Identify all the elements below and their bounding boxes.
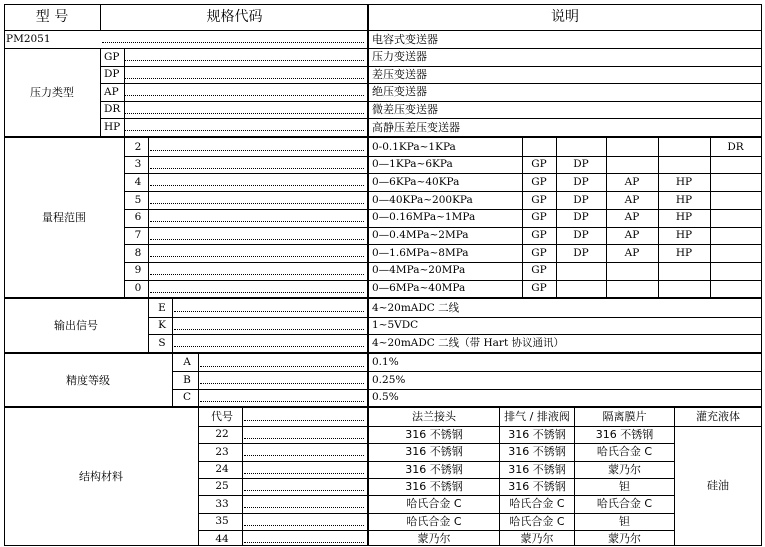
- grid-line: [125, 191, 762, 192]
- material-diaphragm: 钽: [619, 480, 630, 494]
- leader-dots: [150, 168, 364, 169]
- range-type: GP: [531, 175, 547, 188]
- material-code: 23: [215, 445, 229, 458]
- grid-line: [199, 443, 675, 444]
- material-vent: 316 不锈钢: [508, 462, 566, 476]
- material-code: 35: [215, 515, 229, 528]
- range-type: GP: [531, 282, 547, 295]
- leader-dots: [200, 401, 364, 402]
- grid-line: [674, 408, 675, 546]
- grid-line: [198, 354, 199, 408]
- pressure-type-description: 高静压差压变送器: [372, 120, 460, 134]
- leader-dots: [125, 113, 364, 114]
- output-description: 4~20mADC 二线（带 Hart 协议通讯）: [372, 336, 564, 349]
- range-type: [710, 227, 761, 245]
- leader-dots: [200, 383, 364, 384]
- grid-line: [556, 138, 557, 298]
- leader-dots: [125, 78, 364, 79]
- leader-dots: [150, 274, 364, 275]
- grid-line: [658, 138, 659, 298]
- leader-dots: [244, 473, 364, 474]
- material-vent: 316 不锈钢: [508, 445, 566, 459]
- material-flange: 316 不锈钢: [405, 445, 463, 459]
- grid-line: [149, 317, 762, 318]
- material-diaphragm: 哈氏合金 C: [596, 497, 653, 511]
- grid-line: [101, 83, 762, 84]
- range-type: [710, 173, 761, 191]
- material-code: 24: [215, 462, 229, 475]
- leader-dots: [125, 130, 364, 131]
- header-description: 说明: [551, 9, 579, 25]
- grid-line: [124, 48, 125, 137]
- range-type: GP: [531, 193, 547, 206]
- leader-dots: [125, 95, 364, 96]
- range-type: DR: [727, 140, 744, 153]
- material-code-header: 代号: [211, 410, 233, 424]
- material-diaphragm: 蒙乃尔: [608, 462, 641, 476]
- pressure-type-code: HP: [104, 120, 121, 133]
- range-code: 0: [134, 282, 142, 295]
- leader-dots: [150, 150, 364, 151]
- leader-dots: [174, 346, 364, 347]
- grid-line: [148, 299, 149, 353]
- range-type: [710, 191, 761, 209]
- range-type: [606, 262, 658, 280]
- material-column-header: 隔离膜片: [602, 410, 647, 424]
- range-type: DP: [573, 175, 589, 188]
- pressure-type-description: 绝压变送器: [372, 85, 427, 99]
- range-code: 3: [134, 158, 142, 171]
- material-diaphragm: 316 不锈钢: [595, 427, 654, 441]
- range-type: DP: [573, 229, 589, 242]
- leader-dots: [174, 311, 364, 312]
- material-code: 33: [215, 497, 229, 510]
- range-type: HP: [675, 246, 693, 259]
- accuracy-label: 精度等级: [66, 373, 110, 387]
- range-description: 0—4MPa~20MPa: [372, 264, 466, 277]
- grid-line: [124, 138, 125, 298]
- range-type: [556, 262, 606, 280]
- range-type: GP: [531, 211, 547, 224]
- leader-dots: [244, 507, 364, 508]
- grid-line: [173, 389, 762, 390]
- material-flange: 哈氏合金 C: [406, 497, 462, 511]
- material-vent: 哈氏合金 C: [509, 497, 565, 511]
- leader-dots: [150, 185, 364, 186]
- material-diaphragm: 钽: [619, 514, 630, 528]
- range-type: [556, 138, 606, 156]
- pressure-type-code: DR: [104, 103, 121, 116]
- output-code: K: [158, 319, 166, 332]
- range-type: [606, 138, 658, 156]
- pressure-type-description: 差压变送器: [372, 67, 427, 81]
- pressure-type-description: 压力变送器: [372, 50, 427, 64]
- range-type: DP: [573, 211, 589, 224]
- range-type: [710, 156, 761, 174]
- material-column-header: 灌充液体: [696, 410, 740, 424]
- range-type: [658, 138, 710, 156]
- grid-line: [761, 4, 762, 546]
- range-type: HP: [675, 211, 693, 224]
- accuracy-code: C: [182, 391, 192, 404]
- range-type: [658, 156, 710, 174]
- grid-line: [101, 118, 762, 119]
- range-type: GP: [531, 264, 547, 277]
- model-description: 电容式变送器: [372, 32, 438, 46]
- material-diaphragm: 哈氏合金 C: [596, 445, 653, 459]
- accuracy-description: 0.1%: [372, 356, 399, 369]
- range-description: 0-0.1KPa~1KPa: [372, 140, 456, 153]
- accuracy-code: B: [183, 373, 191, 386]
- range-description: 0—0.4MPa~2MPa: [372, 229, 469, 242]
- range-code: 2: [134, 140, 142, 153]
- grid-line: [125, 209, 762, 210]
- range-type: [658, 280, 710, 298]
- range-type: [710, 262, 761, 280]
- range-type: AP: [624, 246, 640, 259]
- leader-dots: [244, 455, 364, 456]
- range-type: AP: [624, 229, 640, 242]
- material-label: 结构材料: [79, 470, 123, 484]
- output-code: S: [158, 336, 166, 349]
- material-code: 25: [215, 480, 229, 493]
- range-description: 0—0.16MPa~1MPa: [372, 211, 476, 224]
- material-column-header: 排气 / 排液阀: [504, 410, 570, 424]
- range-type: DP: [573, 158, 589, 171]
- pressure-type-label: 压力类型: [30, 85, 74, 99]
- leader-dots: [102, 42, 364, 43]
- accuracy-description: 0.5%: [372, 391, 399, 404]
- range-type: AP: [624, 175, 640, 188]
- material-column-header: 法兰接头: [412, 410, 456, 424]
- leader-dots: [150, 203, 364, 204]
- range-label: 量程范围: [42, 211, 86, 225]
- material-vent: 316 不锈钢: [508, 480, 566, 494]
- material-fill-fluid: 硅油: [707, 478, 729, 492]
- leader-dots: [244, 525, 364, 526]
- output-description: 1~5VDC: [372, 319, 419, 332]
- grid-line: [710, 138, 711, 298]
- material-flange: 316 不锈钢: [405, 462, 463, 476]
- range-description: 0—1KPa~6KPa: [372, 158, 453, 171]
- leader-dots: [150, 221, 364, 222]
- grid-line: [199, 461, 675, 462]
- grid-line: [522, 138, 523, 298]
- grid-line: [172, 299, 173, 353]
- grid-line: [172, 354, 173, 408]
- material-flange: 316 不锈钢: [405, 480, 463, 494]
- range-description: 0—1.6MPa~8MPa: [372, 246, 469, 259]
- material-vent: 316 不锈钢: [508, 427, 566, 441]
- range-code: 8: [134, 246, 142, 259]
- pressure-type-description: 微差压变送器: [372, 103, 438, 117]
- grid-line: [125, 156, 762, 157]
- grid-line: [199, 513, 675, 514]
- material-diaphragm: 蒙乃尔: [608, 532, 641, 546]
- range-type: DP: [573, 193, 589, 206]
- material-code: 22: [215, 428, 229, 441]
- leader-dots: [200, 366, 364, 367]
- grid-line: [574, 408, 575, 546]
- grid-line: [199, 478, 675, 479]
- grid-line: [4, 4, 762, 5]
- range-type: HP: [675, 229, 693, 242]
- output-code: E: [158, 301, 166, 314]
- grid-line: [198, 408, 199, 546]
- grid-line: [100, 48, 101, 137]
- pressure-type-code: DP: [104, 68, 120, 81]
- grid-line: [199, 426, 675, 427]
- range-type: [710, 244, 761, 262]
- grid-line: [125, 173, 762, 174]
- leader-dots: [244, 490, 364, 491]
- grid-line: [499, 408, 500, 546]
- material-flange: 316 不锈钢: [405, 427, 463, 441]
- range-type: HP: [675, 193, 693, 206]
- pressure-type-code: GP: [104, 50, 120, 63]
- range-description: 0—6KPa~40KPa: [372, 175, 460, 188]
- range-type: [522, 138, 556, 156]
- grid-line: [125, 244, 762, 245]
- output-description: 4~20mADC 二线: [372, 301, 460, 314]
- material-code: 44: [215, 532, 229, 545]
- leader-dots: [150, 256, 364, 257]
- grid-line: [199, 530, 675, 531]
- material-vent: 蒙乃尔: [520, 532, 554, 546]
- leader-dots: [244, 438, 364, 439]
- grid-line: [199, 495, 675, 496]
- grid-line: [149, 334, 762, 335]
- leader-dots: [150, 292, 364, 293]
- header-model: 型 号: [35, 9, 69, 25]
- model-code: PM2051: [6, 32, 51, 45]
- range-type: [710, 209, 761, 227]
- range-type: AP: [624, 211, 640, 224]
- range-code: 4: [134, 175, 142, 188]
- header-spec-code: 规格代码: [206, 9, 263, 25]
- range-code: 7: [134, 229, 142, 242]
- range-code: 5: [134, 193, 142, 206]
- range-type: [606, 156, 658, 174]
- range-type: [606, 280, 658, 298]
- grid-line: [100, 4, 101, 31]
- leader-dots: [150, 239, 364, 240]
- range-type: GP: [531, 158, 547, 171]
- grid-line: [125, 227, 762, 228]
- leader-dots: [125, 60, 364, 61]
- range-description: 0—6MPa~40MPa: [372, 282, 466, 295]
- material-flange: 蒙乃尔: [417, 532, 451, 546]
- material-vent: 哈氏合金 C: [509, 514, 565, 528]
- range-type: GP: [531, 229, 547, 242]
- grid-line: [606, 138, 607, 298]
- range-type: [658, 262, 710, 280]
- range-type: HP: [675, 175, 693, 188]
- grid-line: [125, 280, 762, 281]
- grid-line: [125, 262, 762, 263]
- pressure-type-code: AP: [104, 85, 119, 98]
- grid-line: [101, 66, 762, 67]
- range-type: [556, 280, 606, 298]
- accuracy-description: 0.25%: [372, 373, 406, 386]
- grid-line: [148, 138, 149, 298]
- range-type: GP: [531, 246, 547, 259]
- leader-dots: [174, 329, 364, 330]
- range-description: 0—40KPa~200KPa: [372, 193, 473, 206]
- leader-dots: [244, 542, 364, 543]
- grid-line: [173, 371, 762, 372]
- output-label: 输出信号: [54, 319, 98, 333]
- range-code: 6: [134, 211, 142, 224]
- accuracy-code: A: [183, 356, 191, 369]
- leader-dots: [244, 420, 364, 421]
- material-flange: 哈氏合金 C: [406, 514, 462, 528]
- grid-line: [242, 408, 243, 546]
- range-type: [710, 280, 761, 298]
- range-code: 9: [134, 264, 142, 277]
- range-type: DP: [573, 246, 589, 259]
- grid-line: [101, 101, 762, 102]
- range-type: AP: [624, 193, 640, 206]
